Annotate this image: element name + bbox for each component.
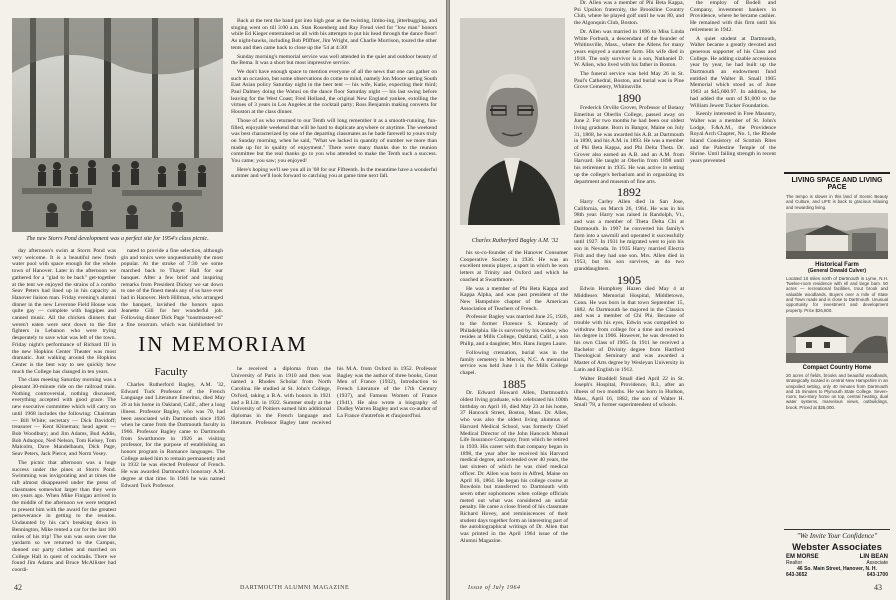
portrait-caption: Charles Rutherford Bagley A.M. '32 <box>471 238 559 244</box>
right-column-3 <box>690 0 776 170</box>
left-page-number: 42 <box>14 583 22 592</box>
farm-ad-description: Located 10 miles north of Dartmouth in Lyme, N.H. Twelve-room residence with ell and large barn. 50 acres — recreational facilities, trout brook and valuable woodlands. Buyers over a mile of State and Town roads and is close to Dartmouth. Unusual opportunity for investment and development property. Price $26,800. <box>786 275 888 313</box>
country-home-ad-description: 20 acres of fields, brooks and beautiful woodlands, strategically located in central New Hampshire in an unspoiled setting, only 40 minutes from Dartmouth and 15 minutes to Plymouth State College. Seven-room, two-story home on top, central heating, dual water systems, marvelous views, outbuildings, brook. Priced at $35,000. <box>786 372 888 410</box>
left-column-2 <box>121 248 223 326</box>
faculty-column-1 <box>121 382 225 578</box>
phones-row <box>784 572 890 580</box>
obituary-para: Edwin Humphrey Hazen died May 4 at Middlesex Memorial Hospital, Middletown, Conn. He was born in that town September 15, 1882. At Dartmouth he majored in the Classics and was a member of Chi Phi. Because of trouble with his eyes, Edwin was compelled to withdraw from college for a time and received his degree in 1906. However, he was devoted to his own Class of 1905. In 1911 he received a Bachelor of Divinity degree from Hartford Theological Seminary and was awarded a Master of Arts degree by Wesleyan University in Latin and English in 1912. <box>574 286 684 373</box>
country-home-photo <box>786 317 888 363</box>
obituary-para: He was a member of Phi Beta Kappa and Kappa Alpha, and was past president of the New Hampshire chapter of the American Association of Teachers of French. <box>460 285 568 312</box>
country-home-ad-title: Compact Country Home <box>802 364 872 371</box>
year-heading-1905: 1905 <box>617 272 641 287</box>
class-report-para: We don't have enough space to mention everyone of all the news that one can gather on such an occasion, but some observations do come to mind, namely Jon Moore setting South East Asian policy Saturday night in the beer tent — his wife, Katie, expecting their third; Paul Dalmey doing the Watusi on the dance floor Saturday night — his last swing before leaving for the West Coast; Fred Holland, the original New England yankee, extolling the virtues of 3 years in Los Angeles at the cocktail party; Ross Benjamin making converts for Houston at the class dinner. <box>231 68 437 116</box>
class-report-para: Here's hoping we'll see you all in '68 for our Fifteenth. In the meantime have a wonderful summer and we'll look forward to catching you at game time next fall. <box>231 166 437 180</box>
historical-farm-photo <box>786 213 888 259</box>
class-report-para: Those of us who returned to our Tenth will long remember it as a smooth-running, fun-filled, enjoyable weekend that will be hard to duplicate anywhere or anytime. The weekend was best characterized by one of the departing classmates as he bade farewell to yours truly on Sunday morning, when he said, "What we lacked in quantity of number we more than made up for in quality of enjoyment." There were many thanks due to the reunion committee but the real thanks go to you who attended to make the Tenth such a success. You came; you saw; you enjoyed! <box>231 117 437 165</box>
left-column-3 <box>231 18 437 328</box>
left-column-1 <box>12 248 116 578</box>
obituary-para: Following cremation, burial was in the family cemetery in Merock, N.C. A memorial service was held June 1 in the Mills College chapel. <box>460 349 568 376</box>
agent-left-name: EM MORSE <box>786 554 819 560</box>
obituary-para: Harry Carley Allen died in San Jose, California, on March 26, 1964. He was in his 98th year. Harry was raised in Randolph, Vt., and was a member of Theta Delta Chi at Dartmouth. In 1907 he converted his family's farm into a sawmill and operated it successfully until 1927. In 1931 he migrated west to join his son in Nevada. In 1935 Harry married Electra Fish and they had one son. Mrs. Allen died in 1953, but his son survives, as do two granddaughters. <box>574 198 684 273</box>
obituary-para: Dr. Allen was a member of Phi Beta Kappa, Psi Upsilon fraternity, the Brookline Country Club, where he played golf until he was 80, and the Algonquin Club, Boston. <box>574 0 684 27</box>
right-column-1 <box>460 250 568 578</box>
picnic-photo <box>12 18 223 232</box>
agent-right-role: Associate <box>866 560 888 566</box>
ad-section-title: LIVING SPACE AND LIVING PACE <box>791 177 883 191</box>
farm-photo-image <box>786 213 888 259</box>
ad-slogan: "We Invite Your Confidence" <box>796 532 878 540</box>
faculty-obituary-para: he received a diploma from the University of Paris in 1910 and then was named a Rhodes Scholar from North Carolina. He studied at St. John's College, Oxford, taking a B.A. with honors in 1921 and a B.Litt. in 1922. Summer study at the University of Poitiers earned him additional diplomas in the French language and literature. Professor Bagley later received his M.A. from Oxford in 1952. Professor Bagley was the author of three books, Great Men of France (1932), Introduction to French Literature of the 17th Century (1937), and Famous Women of France (1941). He also wrote a biography of Dudley Warren Bagley and was co-author of La France d'autrefois et d'aujourd'hui. <box>231 366 437 426</box>
year-heading-1890: 1890 <box>617 91 641 106</box>
webster-associates-box <box>784 529 890 580</box>
right-page-footer: Issue of July 1964 <box>468 585 521 591</box>
country-home-photo-image <box>786 317 888 363</box>
obituary-para: the employ of Bodell and Company, investment bankers in Providence, where he became cashier. He remained with this firm until his retirement in 1942. <box>690 0 776 33</box>
company-name: Webster Associates <box>792 542 882 553</box>
obituary-para: his so-co-founder of the Hanover Consumer Cooperative Society in 1936. He was an excellent tennis player, a sport in which he won letters at Trinity and Oxford and which he coached at Swarthmore. <box>460 250 568 283</box>
agent-left-role: Realtor <box>786 560 803 566</box>
class-report-para: nated to provide a fine selection, although gin and tonics were unquestionably the most popular. At the stroke of 7:30 we some marched back to Thayer Hall for our banquet. After a few brief and inspiring remarks from President Dickey we sat down to one of the finest meals any of us have ever had in Hanover. Herb Hillman, who arranged the banquet, lavished the honors upon Jeanette Gill for her wonderful job. Following dinner Dick Page "toastmaster-ed" a fine program, which was highlighted by <box>121 248 223 326</box>
class-report-para: Sunday morning's memorial service was well attended in the quiet and outdoor beauty of the Bema. It was a short but most impressive service. <box>231 53 437 67</box>
real-estate-ad-section <box>784 172 890 580</box>
right-page <box>450 0 896 600</box>
farm-ad-subtitle: (General Oswald Culver) <box>807 267 867 274</box>
obituary-para: Professor Bagley was married June 25, 1926, to the former Florence S. Kennedy of Philadelphia. He is survived by his widow, who resides at Mills College, Oakland, Calif., a son Philip, and a daughter, Mrs. Hans Jurgen Laure. <box>460 314 568 348</box>
farm-ad-title: Historical Farm <box>815 261 859 268</box>
in-memoriam-heading: IN MEMORIAM <box>138 332 308 356</box>
obituary-para: A quiet student at Dartmouth, Walter became a greatly devoted and generous supporter of his Class and College. He adding sizable accessions year by year, he had built up the Dartmouth an endowment fund entitled the Walter B. Small 1905 Memorial which stood as of June 1963 at $45,600.97. In addition, he had added the sum of $1,000 to the William Jewett Tucker Foundation. <box>690 35 776 109</box>
picnic-photo-caption: The new Storrs Pond development was a perfect site for 1954's class picnic. <box>26 236 209 242</box>
company-address: 46 So. Main Street, Hanover, N. H. <box>797 566 877 572</box>
obituary-para: Dr. Allen was married in 1896 to Miss Linda White Forbush, a descendant of the founder of Whitinsville, Mass., where the Allens for many years enjoyed a summer farm. His wife died in 1918. The only survivor is a son, Nathaniel D. W. Allen, who lived with his father in Boston. <box>574 28 684 69</box>
bagley-portrait <box>460 18 565 225</box>
right-column-2 <box>574 0 684 578</box>
obituary-para: Walter Braddell Small died April 22 in St. Joseph's Hospital, Providence, R.I., after an illness of two months. He was born in Hudson, Mass., April 16, 1882, the son of Walter H. Small '78, a former superintendent of schools. <box>574 375 684 409</box>
phone-left: 643-3652 <box>786 572 808 578</box>
class-report-para: The class meeting Saturday morning was a pleasant 30-minute ride on the railroad train. Nothing controversial, nothing discussed, everything accepted with good grace. The new executive committee which will carry on until 1968 includes the following: Chairman — Bill White; secretary — Dick Davidoff; treasurer — Kent Klineman; head agent — Bob Woodbury; and Jim Adams, Bud Addis, Bob Adnopoz, Ned Nelson, Tom Kelsey, Tom Malcolm, Dave Mandelbaum, Dick Page, Seav Peters, Jack Pierce, and Norm Vesey. <box>12 377 116 458</box>
obituary-para: Frederick Orville Grover, Professor of Botany Emeritus at Oberlin College, passed away on June 2. For two months he had been our oldest living graduate. Born in Bangor, Maine on July 31, 1868, he was awarded his A.B. at Dartmouth in 1890, and his A.M. in 1893. He was a member of Phi Beta Kappa, and Phi Delta Theta. Dr. Grover also earned an A.B. and an A.M. from Harvard. He taught at Oberlin from 1898 until his retirement in 1935. He was active in setting up the college's herbarium and in organizing its department and museum of fine arts. <box>574 104 684 185</box>
class-report-para: The picnic that afternoon was a huge success under the pines at Storrs Pond. Swimming was invigorating and at times the raft almost disappeared under the press of classmates somewhat larger than they were ten years ago. When Mike Finigan arrived in the middle of the afternoon we were tempted to present him with the award for the greatest perseverance in getting to the reunion. Undaunted by his car's breaking down in Bennington, Mike rented a car for the last 100 miles of his trip! The sun was soon over the yardarm so we returned to the Campus, donned our party clothes and marched on College Hall in quest of cocktails. There we found Jim Adams and Bruce McAllister had coordi- <box>12 459 116 574</box>
faculty-column-2 <box>231 366 437 578</box>
right-page-number: 43 <box>874 583 882 592</box>
obituary-para: The funeral service was held May 26 in St. Paul's Cathedral, Boston, and burial was in Pine Grove Cemetery, Whitinsville. <box>574 71 684 91</box>
agent-right-name: LIN BEAN <box>859 554 888 560</box>
class-report-para: Back at the tent the band got into high gear as the twisting, limbo-ing, jitterbugging, and singing went on till 3:00 a.m. Stan Rosenberg and Ray Freud vied for "low man" honors while Ed Kieger entertained us all with his attempts to put his head through the dance floor! As night-hawks, including Bob Pfiffner, Jim Wright, and Charlie Morrison, toured the other tents and then came back to close up the '54 at 4:30! <box>231 18 437 51</box>
obituary-para: Dr. Edward Howard Allen, Dartmouth's oldest living graduate, who celebrated his 100th birthday on April 16, died May 23 at his home, 37 Hancock Street, Boston, Mass. Dr. Allen, who was also the oldest living alumnus of Harvard Medical School, was formerly Chief Medical Director of the John Hancock Mutual Life Insurance Company, from which he retired in 1939. His career with that company began in 1898, the year after he received his Harvard medical degree, and extended over 40 years, the last sixteen of which he was chief medical officer. Dr. Allen was born in Alfred, Maine on April 16, 1864. He began his college course at Bowdoin but transferred to Dartmouth with seven other sophomores when college officials meted out what was considered an unfair penalty. He came a close friend of his classmate Richard Hovey, and reminiscences of their student days together form an interesting part of the autobiographical writings of Dr. Allen that was printed in the April 1964 issue of the Alumni Magazine. <box>460 390 568 544</box>
faculty-obituary-para: Charles Rutherford Bagley, A.M. '32, Edward Tuck Professor of the French Language and Literature Emeritus, died May 26 at his home in Oakland, Calif., after a long illness. Professor Bagley, who was 70, had been associated with Dartmouth since 1926 when he came from the Dartmouth faculty in 1966. Professor Bagley came to Dartmouth from Swarthmore in 1926 as visiting professor, for the purpose of establishing an honors program in Romance languages. The College asked him to remain permanently and in 1932 he was elected Professor of French. He was awarded Dartmouth's honorary A.M. degree at that time. In 1946 he was named Edward Tuck Professor. <box>121 382 225 489</box>
left-page-footer: DARTMOUTH ALUMNI MAGAZINE <box>240 585 350 591</box>
ad-section-intro: The tempo is slower in this land of Scenic Beauty and Culture, and LIFE is back to gracious relaxing and rewarding living. <box>786 194 888 210</box>
left-page <box>0 0 446 600</box>
obituary-para: Keenly interested in Free Masonry, Walter was a member of St. John's Lodge, F.&A.M., the Providence Royal Arch Chapter, No. 1, the Rhode Island Consistory of Scottish Rites and the Palestine Temple of the Shrine. Until failing strength in recent years prevented <box>690 111 776 165</box>
faculty-heading: Faculty <box>154 366 188 378</box>
year-heading-1885: 1885 <box>502 376 526 391</box>
bagley-portrait-image <box>460 18 565 225</box>
picnic-photo-image <box>12 18 223 232</box>
year-heading-1892: 1892 <box>617 185 641 200</box>
phone-right: 643-1700 <box>866 572 888 578</box>
class-report-para: day afternoon's swim at Storrs Pond was very welcome. It is a beautiful new fresh water pool with space enough for the whole town of Hanover. Later in the afternoon we gathered for a "glad to be back" get-together at the tent we enjoyed the strains of a combo Seav Peters had lined up in his capacity as Hanover liaison man. Friday evening's alumni dinner in the new Leverone Field House was quite gay — complete with bagpipes and canned music. All the chicken dinners that weren't eaten were sent down to the fire fighters in Lebanon who were trying desperately to save what was left of the town. Friday night's performance of Richard III in the new Hopkins Center Theater was most dramatic. Just walking around the Hopkins Center is the best way to see quickly how much the College has changed in ten years. <box>12 248 116 375</box>
